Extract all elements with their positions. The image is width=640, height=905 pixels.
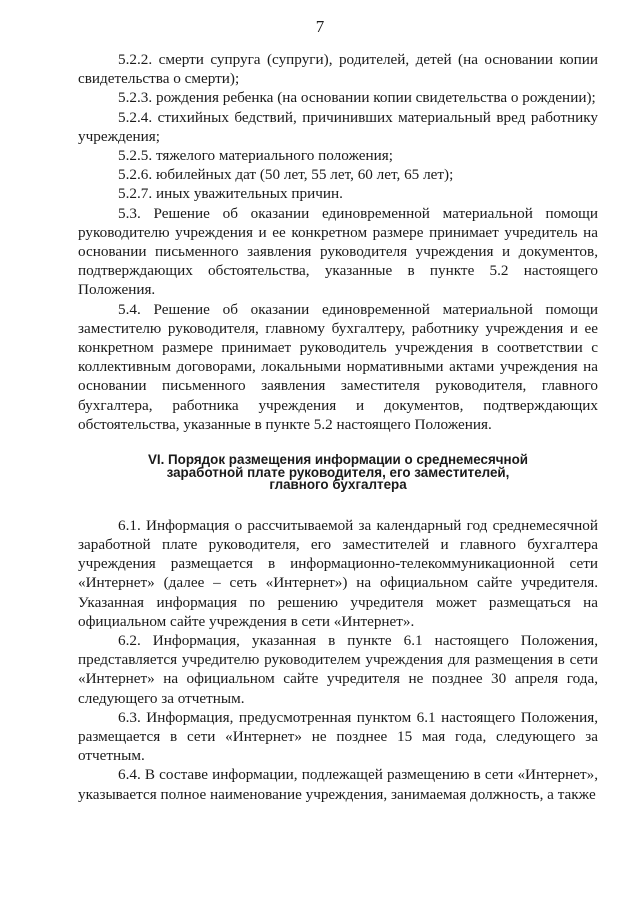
paragraph-5-2-3: 5.2.3. рождения ребенка (на основании копии свидетельства о рождении); [118, 89, 596, 107]
paragraph-6-1: 6.1. Информация о рассчитываемой за календарный год среднемесячной заработной плате руководителя, его заместителей и главного бухгалтера учреждения размещается в информационно-телекоммуникационной сети «Интернет» (далее – сеть «Интернет») на официальном сайте учредителя. Указанная информация по решению учредителя может размещаться на официальном сайте учреждения в сети «Интернет». [78, 516, 598, 630]
section-heading-line-3: главного бухгалтера [269, 477, 407, 493]
paragraph-5-2-2: 5.2.2. смерти супруга (супруги), родителей, детей (на основании копии свидетельства о смерти); [78, 51, 598, 88]
paragraph-6-4: 6.4. В составе информации, подлежащей размещению в сети «Интернет», указывается полное наименование учреждения, занимаемая должность, а также [78, 766, 598, 803]
section-heading [78, 454, 598, 492]
page-number: 7 [315, 17, 325, 36]
paragraph-5-3: 5.3. Решение об оказании единовременной материальной помощи руководителю учреждения и ее конкретном размере принимает учредитель на основании письменного заявления руководителя учреждения и документов, подтверждающих обстоятельства, указанные в пункте 5.2 настоящего Положения. [78, 204, 598, 299]
paragraph-5-2-7: 5.2.7. иных уважительных причин. [118, 185, 343, 203]
paragraph-6-2: 6.2. Информация, указанная в пункте 6.1 настоящего Положения, представляется учредителю руководителем учреждения для размещения в сети «Интернет» на официальном сайте учредителя не позднее 30 апреля года, следующего за отчетным. [78, 632, 598, 707]
document-body [78, 50, 598, 804]
section-heading-line-2: заработной плате руководителя, его заместителей, [166, 464, 510, 480]
section-heading-line-1: VI. Порядок размещения информации о среднемесячной [147, 452, 529, 468]
paragraph-5-2-5: 5.2.5. тяжелого материального положения; [118, 147, 393, 165]
paragraph-5-2-6: 5.2.6. юбилейных дат (50 лет, 55 лет, 60 лет, 65 лет); [118, 166, 454, 184]
paragraph-5-4: 5.4. Решение об оказании единовременной материальной помощи заместителю руководителя, главному бухгалтеру, работнику учреждения и ее конкретном размере принимает руководитель учреждения в соответствии с коллективным договорами, локальными нормативными актами учреждения на основании письменного заявления заместителя руководителя, главного бухгалтера, работника учреждения и документов, подтверждающих обстоятельства, указанные в пункте 5.2 настоящего Положения. [78, 300, 598, 433]
paragraph-6-3: 6.3. Информация, предусмотренная пунктом 6.1 настоящего Положения, размещается в сети «Интернет» не позднее 15 мая года, следующего за отчетным. [78, 708, 598, 765]
paragraph-5-2-4: 5.2.4. стихийных бедствий, причинивших материальный вред работнику учреждения; [78, 108, 598, 145]
